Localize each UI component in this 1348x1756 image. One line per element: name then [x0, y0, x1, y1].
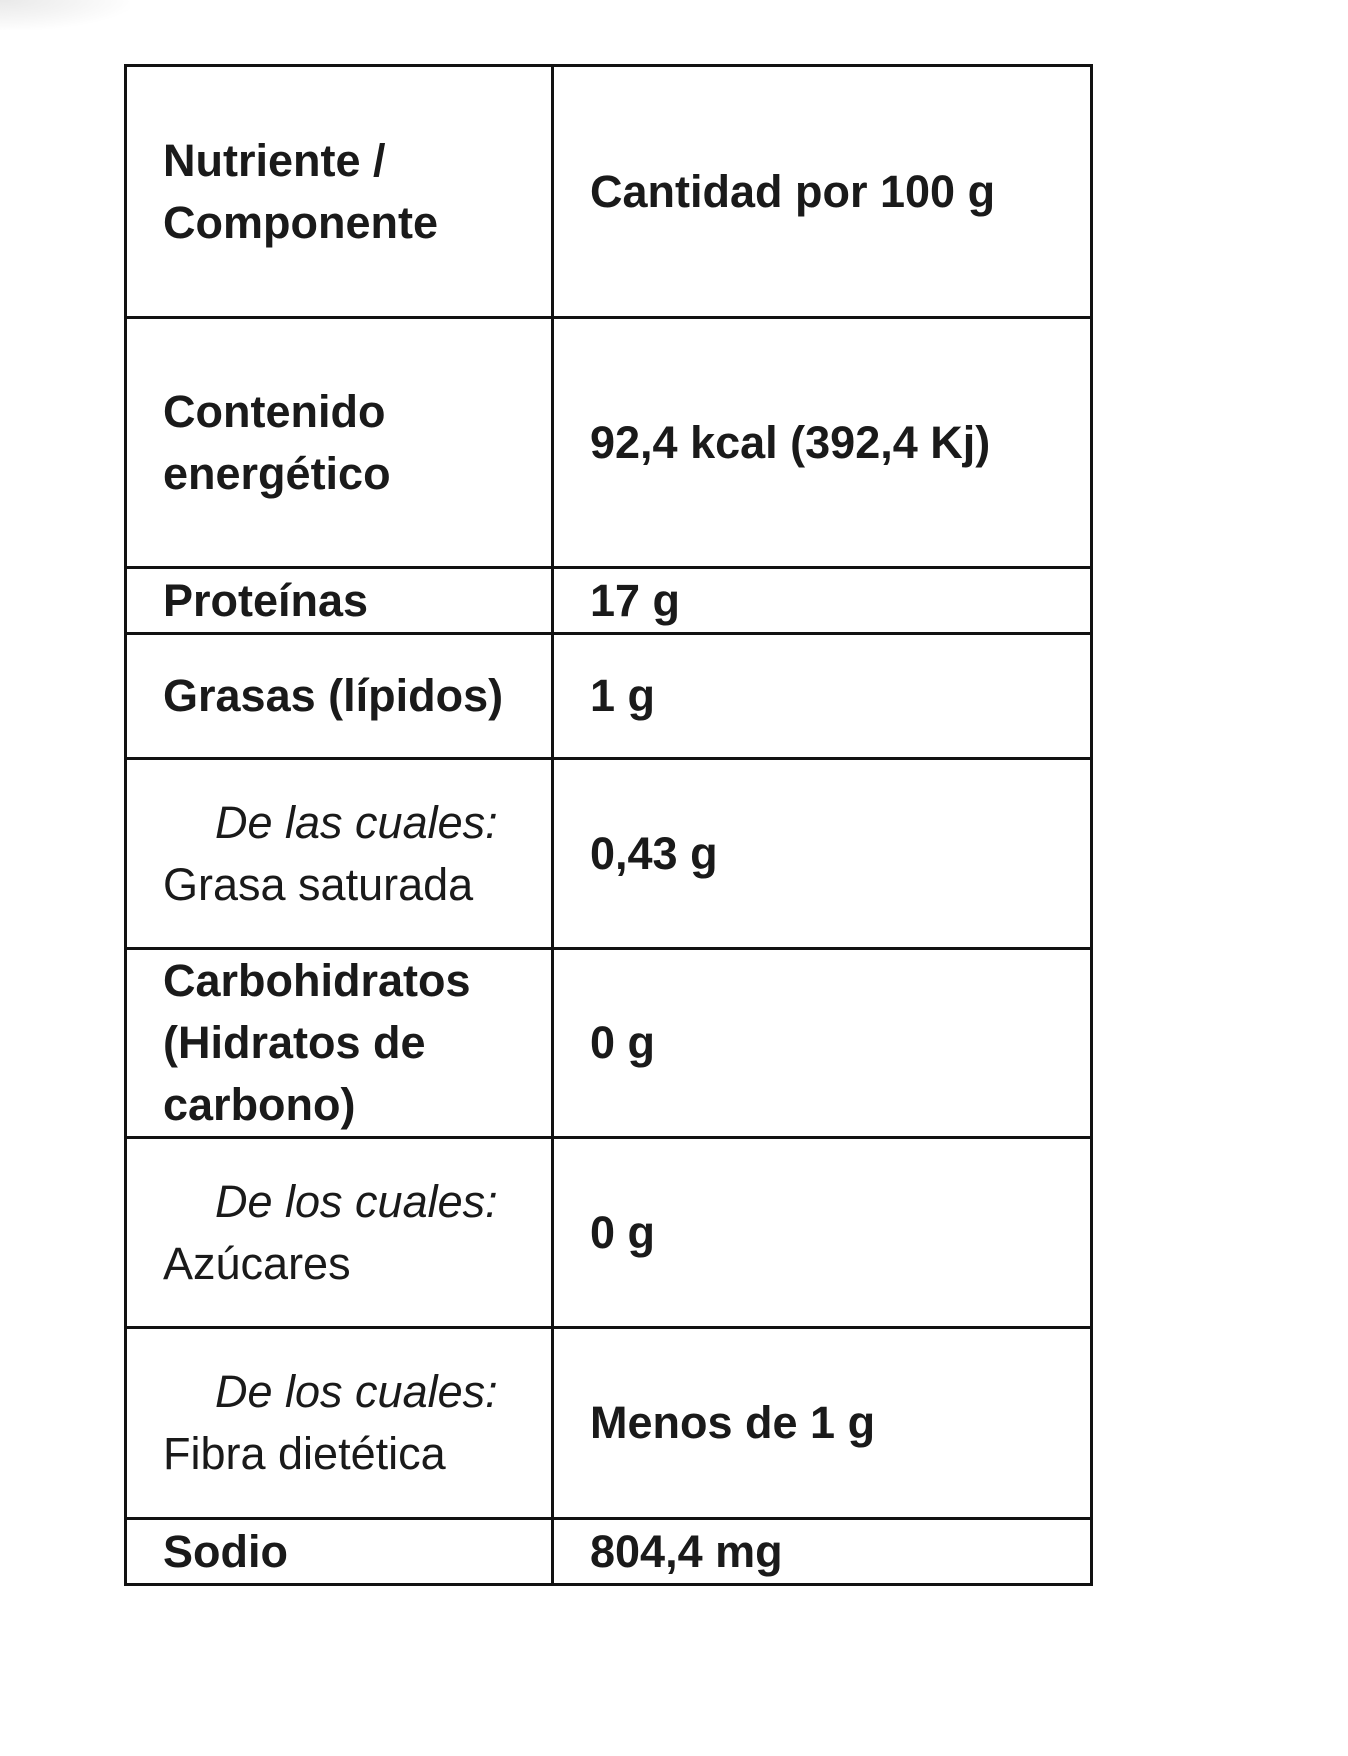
sub-intro-label: De los cuales: [215, 1175, 498, 1227]
table-header-row [126, 66, 1092, 318]
header-amount: Cantidad por 100 g [553, 66, 1092, 318]
nutrient-cell [126, 759, 553, 949]
sub-intro-label: De las cuales: [215, 796, 498, 848]
table-row [126, 1519, 1092, 1585]
nutrient-cell: Carbohidratos (Hidratos de carbono) [126, 949, 553, 1138]
table-row [126, 759, 1092, 949]
corner-shadow [0, 0, 130, 30]
nutrient-cell [126, 1328, 553, 1519]
sub-nutrient-label: Grasa saturada [163, 858, 474, 910]
sub-intro-label: De los cuales: [215, 1366, 498, 1417]
nutrient-cell: Grasas (lípidos) [126, 634, 553, 759]
nutrient-cell: Proteínas [126, 568, 553, 634]
amount-cell: 1 g [553, 634, 1092, 759]
sub-nutrient-label: Fibra dietética [163, 1428, 446, 1479]
table-row [126, 634, 1092, 759]
table-row [126, 568, 1092, 634]
table-row [126, 1328, 1092, 1519]
header-nutrient: Nutriente / Componente [126, 66, 553, 318]
table-row [126, 1138, 1092, 1328]
amount-cell: Menos de 1 g [553, 1328, 1092, 1519]
amount-cell: 804,4 mg [553, 1519, 1092, 1585]
nutrient-cell: Sodio [126, 1519, 553, 1585]
amount-cell: 17 g [553, 568, 1092, 634]
amount-cell: 0,43 g [553, 759, 1092, 949]
nutrient-cell: Contenido energético [126, 318, 553, 568]
sub-nutrient-label: Azúcares [163, 1237, 351, 1289]
table-row [126, 949, 1092, 1138]
amount-cell: 0 g [553, 1138, 1092, 1328]
table-row [126, 318, 1092, 568]
amount-cell: 92,4 kcal (392,4 Kj) [553, 318, 1092, 568]
amount-cell: 0 g [553, 949, 1092, 1138]
nutrient-cell [126, 1138, 553, 1328]
nutrition-table [124, 64, 1093, 1586]
